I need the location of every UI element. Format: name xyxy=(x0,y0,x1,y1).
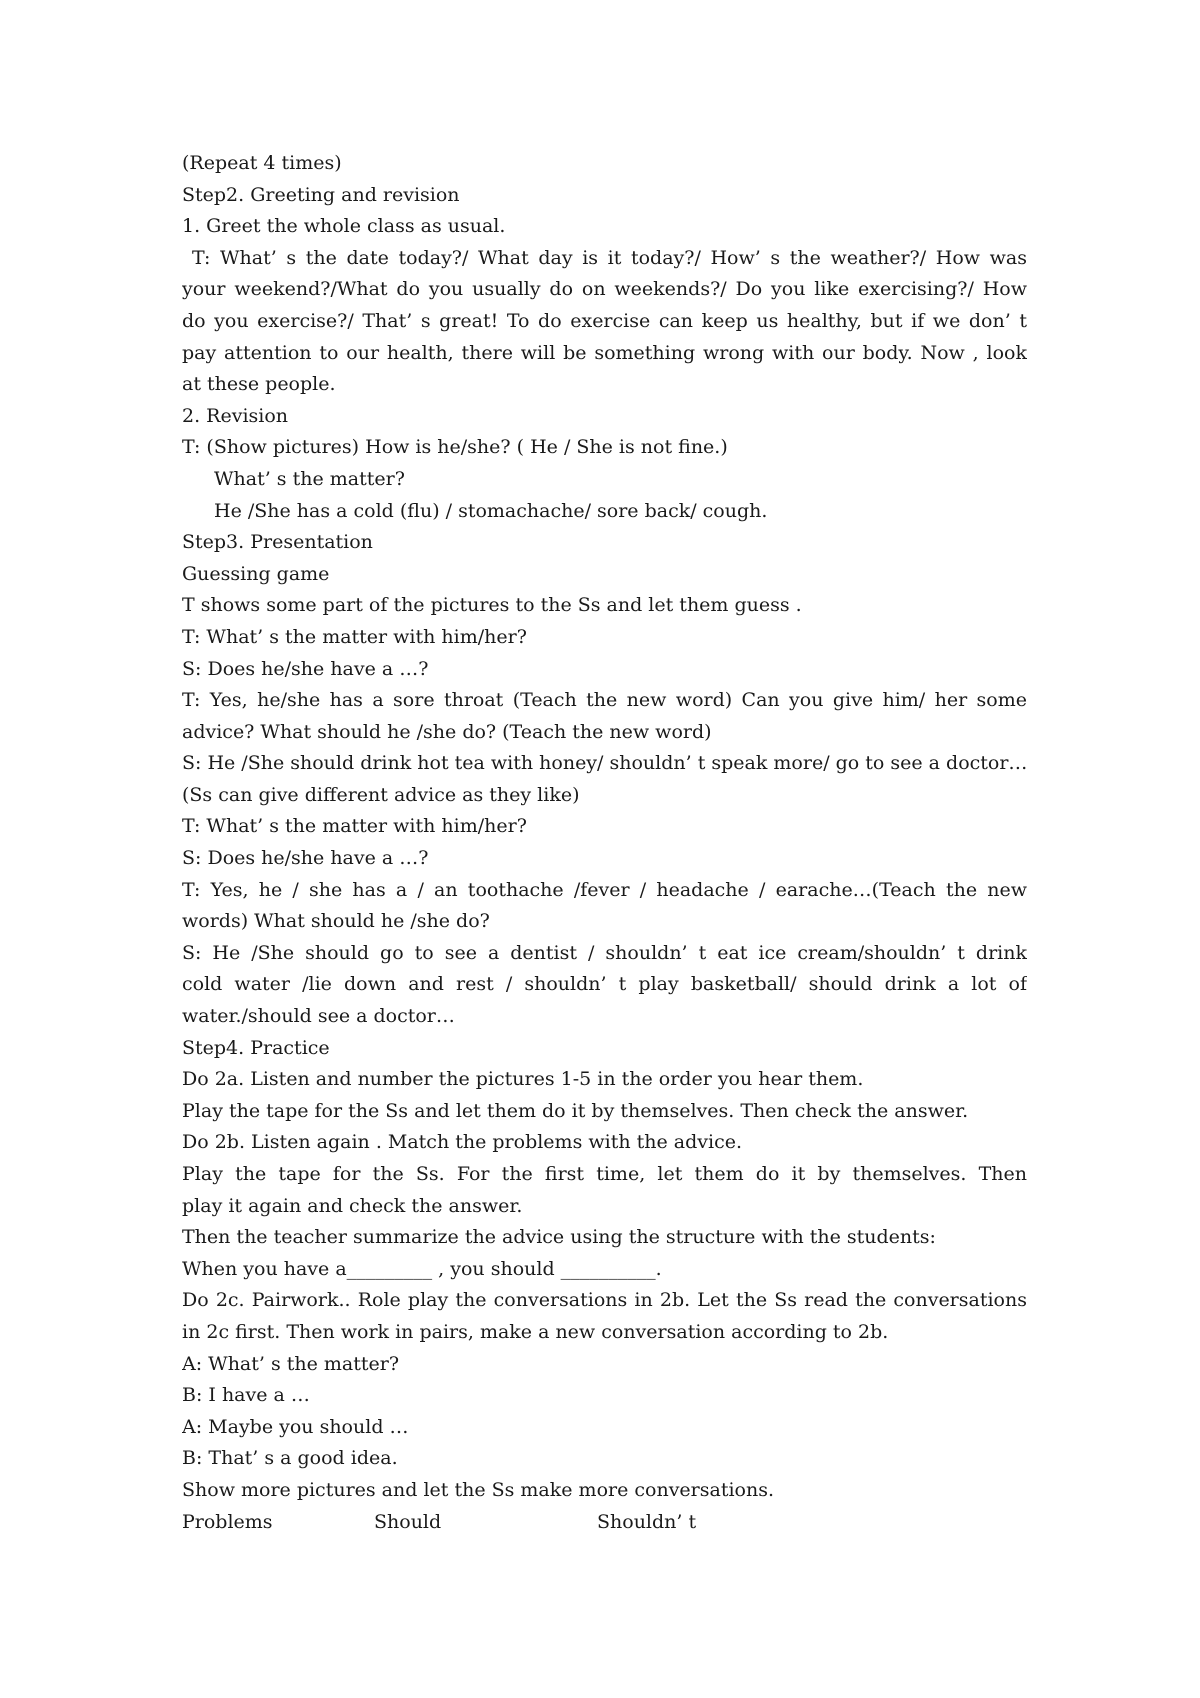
text-line: He /She has a cold (flu) / stomachache/ sore back/ cough. xyxy=(214,499,768,522)
dialogue-line: B: That’ s a good idea. xyxy=(182,1447,398,1470)
section-heading: Guessing game xyxy=(182,562,330,585)
step-heading: Step3. Presentation xyxy=(182,531,373,554)
text-line: 1. Greet the whole class as usual. xyxy=(182,215,506,238)
dialogue-line: S: Does he/she have a …? xyxy=(182,847,429,870)
document-page xyxy=(182,148,1027,1538)
dialogue-line: T: Yes, he/she has a sore throat (Teach the new word) Can you give him/ her some xyxy=(182,689,1027,712)
dialogue-line: T: What’ s the matter with him/her? xyxy=(182,625,527,648)
dialogue-line: A: What’ s the matter? xyxy=(182,1352,400,1375)
dialogue-line: water./should see a doctor… xyxy=(182,1005,455,1028)
dialogue-line: words) What should he /she do? xyxy=(182,910,490,933)
text-line: T: (Show pictures) How is he/she? ( He / She is not fine.) xyxy=(182,436,728,459)
paragraph-line: at these people. xyxy=(182,373,336,396)
dialogue-line: B: I have a … xyxy=(182,1384,310,1407)
paragraph-line: T: What’ s the date today?/ What day is it today?/ How’ s the weather?/ How was xyxy=(192,246,1027,269)
text-line: Play the tape for the Ss and let them do it by themselves. Then check the answer. xyxy=(182,1099,969,1122)
paragraph-line: do you exercise?/ That’ s great! To do exercise can keep us healthy, but if we don’ t xyxy=(182,309,1027,332)
text-line: When you have a_________ , you should __________. xyxy=(182,1257,662,1280)
text-line: T shows some part of the pictures to the Ss and let them guess . xyxy=(182,594,802,617)
table-header-problems: Problems xyxy=(182,1510,273,1533)
dialogue-line: S: He /She should drink hot tea with honey/ shouldn’ t speak more/ go to see a doctor… xyxy=(182,752,1027,775)
text-line: play it again and check the answer. xyxy=(182,1194,523,1217)
text-line: Do 2c. Pairwork.. Role play the conversations in 2b. Let the Ss read the conversations xyxy=(182,1289,1027,1312)
dialogue-line: T: What’ s the matter with him/her? xyxy=(182,815,527,838)
table-header-should: Should xyxy=(374,1510,442,1533)
text-line: Show more pictures and let the Ss make more conversations. xyxy=(182,1478,775,1501)
text-line: (Repeat 4 times) xyxy=(182,152,342,174)
dialogue-line: advice? What should he /she do? (Teach the new word) xyxy=(182,720,712,743)
text-line: Play the tape for the Ss. For the first time, let them do it by themselves. Then xyxy=(182,1163,1027,1185)
step-heading: Step2. Greeting and revision xyxy=(182,183,460,206)
dialogue-line: T: Yes, he / she has a / an toothache /fever / headache / earache…(Teach the new xyxy=(182,878,1027,901)
table-header-row xyxy=(182,1507,1027,1539)
table-header-shouldnt: Shouldn’ t xyxy=(597,1510,697,1533)
text-line: Do 2a. Listen and number the pictures 1-5 in the order you hear them. xyxy=(182,1068,864,1091)
text-line: Do 2b. Listen again . Match the problems with the advice. xyxy=(182,1131,742,1154)
text-line: What’ s the matter? xyxy=(214,467,405,490)
text-line: in 2c first. Then work in pairs, make a new conversation according to 2b. xyxy=(182,1320,889,1343)
paragraph-line: pay attention to our health, there will be something wrong with our body. Now , look xyxy=(182,341,1027,364)
dialogue-line: S: He /She should go to see a dentist / shouldn’ t eat ice cream/shouldn’ t drink xyxy=(182,941,1027,964)
dialogue-line: cold water /lie down and rest / shouldn’ t play basketball/ should drink a lot of xyxy=(182,973,1027,996)
text-line: Then the teacher summarize the advice using the structure with the students: xyxy=(182,1226,936,1249)
dialogue-line: S: Does he/she have a …? xyxy=(182,657,429,680)
paragraph-line: your weekend?/What do you usually do on weekends?/ Do you like exercising?/ How xyxy=(182,278,1027,301)
dialogue-line: A: Maybe you should … xyxy=(182,1415,409,1438)
step-heading: Step4. Practice xyxy=(182,1036,330,1059)
text-line: (Ss can give different advice as they like) xyxy=(182,783,580,806)
section-heading: 2. Revision xyxy=(182,404,289,427)
